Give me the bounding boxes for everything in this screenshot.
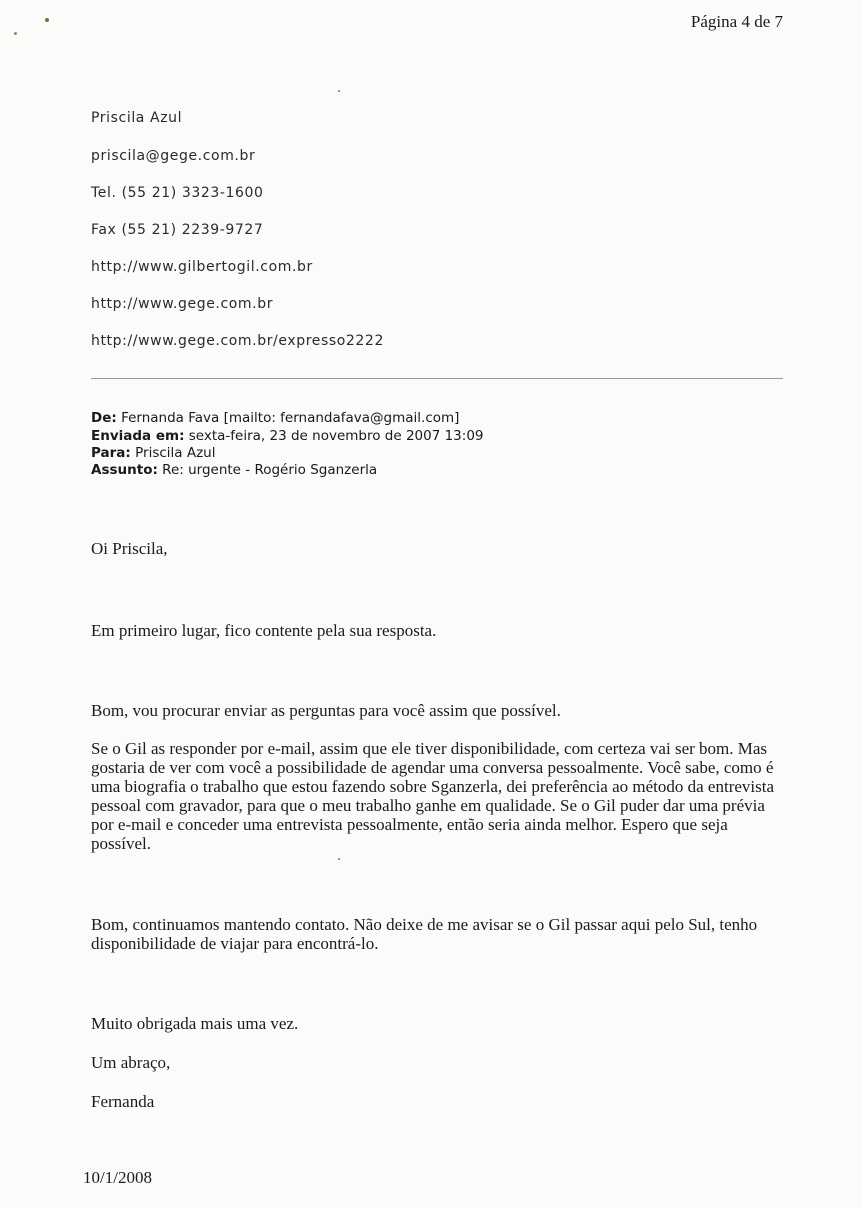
letter-closing: Um abraço, xyxy=(91,1053,171,1072)
signature-email[interactable]: priscila@gege.com.br xyxy=(91,148,256,164)
email-to-value: Priscila Azul xyxy=(135,445,216,461)
signature-name: Priscila Azul xyxy=(91,110,183,126)
scan-speck xyxy=(45,18,49,22)
email-subject-value: Re: urgente - Rogério Sganzerla xyxy=(162,462,378,478)
signature-link[interactable]: http://www.gege.com.br xyxy=(91,296,274,312)
scan-speck xyxy=(338,858,340,860)
email-subject-label: Assunto: xyxy=(91,462,158,478)
email-sent-label: Enviada em: xyxy=(91,428,185,444)
email-sent-value: sexta-feira, 23 de novembro de 2007 13:09 xyxy=(188,428,484,444)
email-to-label: Para: xyxy=(91,445,131,461)
email-from-value: Fernanda Fava [mailto: fernandafava@gmail.com] xyxy=(121,410,460,426)
email-to xyxy=(91,445,215,461)
letter-signoff: Fernanda xyxy=(91,1092,155,1111)
scan-speck xyxy=(338,90,340,92)
letter-thanks: Muito obrigada mais uma vez. xyxy=(91,1014,299,1033)
page-number-header: Página 4 de 7 xyxy=(690,12,783,31)
separator-line xyxy=(91,378,783,379)
footer-date: 10/1/2008 xyxy=(83,1168,152,1187)
signature-link[interactable]: http://www.gilbertogil.com.br xyxy=(91,259,313,275)
email-sent xyxy=(91,428,484,444)
letter-paragraph: Bom, continuamos mantendo contato. Não deixe de me avisar se o Gil passar aqui pelo Sul, tenho disponibilidade de viajar para encontrá-lo. xyxy=(91,915,758,953)
scan-speck xyxy=(14,32,17,35)
signature-tel: Tel. (55 21) 3323-1600 xyxy=(91,185,264,201)
email-from xyxy=(91,410,459,426)
signature-fax: Fax (55 21) 2239-9727 xyxy=(91,222,264,238)
signature-link[interactable]: http://www.gege.com.br/expresso2222 xyxy=(91,333,384,349)
email-subject xyxy=(91,462,377,478)
letter-paragraph: Se o Gil as responder por e-mail, assim que ele tiver disponibilidade, com certeza vai ser bom. Mas gostaria de ver com você a possibilidade de agendar uma conversa pessoalmente. Você sabe, como é uma biografia o trabalho que estou fazendo sobre Sganzerla, dei preferência ao método da entrevista pessoal com gravador, para que o meu trabalho ganhe em qualidade. Se o Gil puder dar uma prévia por e-mail e conceder uma entrevista pessoalmente, então seria ainda melhor. Espero que seja possível. xyxy=(91,739,775,853)
letter-paragraph: Em primeiro lugar, fico contente pela sua resposta. xyxy=(91,621,437,640)
letter-paragraph: Bom, vou procurar enviar as perguntas para você assim que possível. xyxy=(91,701,561,720)
letter-greeting: Oi Priscila, xyxy=(91,539,168,558)
email-from-label: De: xyxy=(91,410,117,426)
